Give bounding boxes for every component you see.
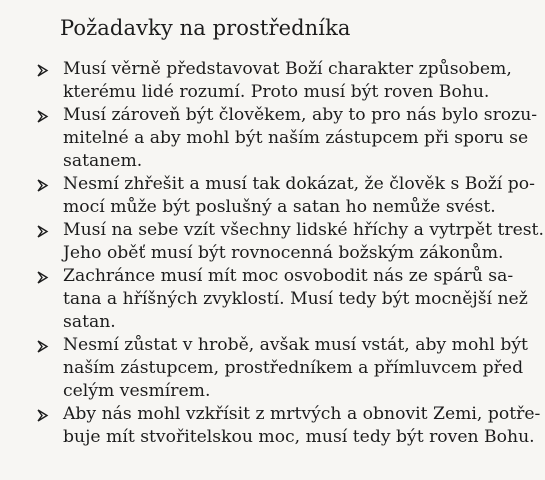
item-text-line: kterému lidé rozumí. Proto musí být roven Bohu.: [63, 82, 490, 102]
list-item: [0, 104, 545, 173]
item-text-line: Aby nás mohl vzkřísit z mrtvých a obnovit Zemi, potře-: [63, 404, 541, 424]
list-item: [0, 403, 545, 449]
item-text-line: Nesmí zhřešit a musí tak dokázat, že člověk s Boží po-: [63, 174, 535, 194]
list-item: [0, 58, 545, 104]
arrow-bullet-icon: [36, 175, 50, 195]
item-text-line: Musí na sebe vzít všechny lidské hříchy a vytrpět trest.: [63, 220, 544, 240]
list-item: [0, 219, 545, 265]
arrow-bullet-icon: [36, 106, 50, 126]
arrow-bullet-icon: [36, 221, 50, 241]
item-text-line: tana a hříšných zvyklostí. Musí tedy být mocnější než: [63, 289, 528, 309]
item-text-line: Musí zároveň být člověkem, aby to pro nás bylo srozu-: [63, 105, 538, 125]
item-text-line: Zachránce musí mít moc osvobodit nás ze spárů sa-: [63, 266, 514, 286]
item-text-line: Musí věrně představovat Boží charakter způsobem,: [63, 59, 512, 79]
list-item: [0, 265, 545, 334]
item-text-line: satan.: [63, 312, 116, 332]
requirements-list: [0, 58, 545, 449]
item-text-line: naším zástupcem, prostředníkem a přímluvcem před: [63, 358, 524, 378]
item-text-line: mitelné a aby mohl být naším zástupcem při sporu se: [63, 128, 529, 148]
item-text-line: celým vesmírem.: [63, 381, 211, 401]
arrow-bullet-icon: [36, 336, 50, 356]
list-item: [0, 173, 545, 219]
arrow-bullet-icon: [36, 60, 50, 80]
list-item: [0, 334, 545, 403]
arrow-bullet-icon: [36, 267, 50, 287]
item-text-line: Jeho oběť musí být rovnocenná božským zákonům.: [63, 243, 504, 263]
item-text-line: buje mít stvořitelskou moc, musí tedy být roven Bohu.: [63, 427, 535, 447]
item-text-line: mocí může být poslušný a satan ho nemůže svést.: [63, 197, 496, 217]
item-text-line: Nesmí zůstat v hrobě, avšak musí vstát, aby mohl být: [63, 335, 528, 355]
page-title: Požadavky na prostředníka: [60, 16, 351, 40]
arrow-bullet-icon: [36, 405, 50, 425]
item-text-line: satanem.: [63, 151, 143, 171]
